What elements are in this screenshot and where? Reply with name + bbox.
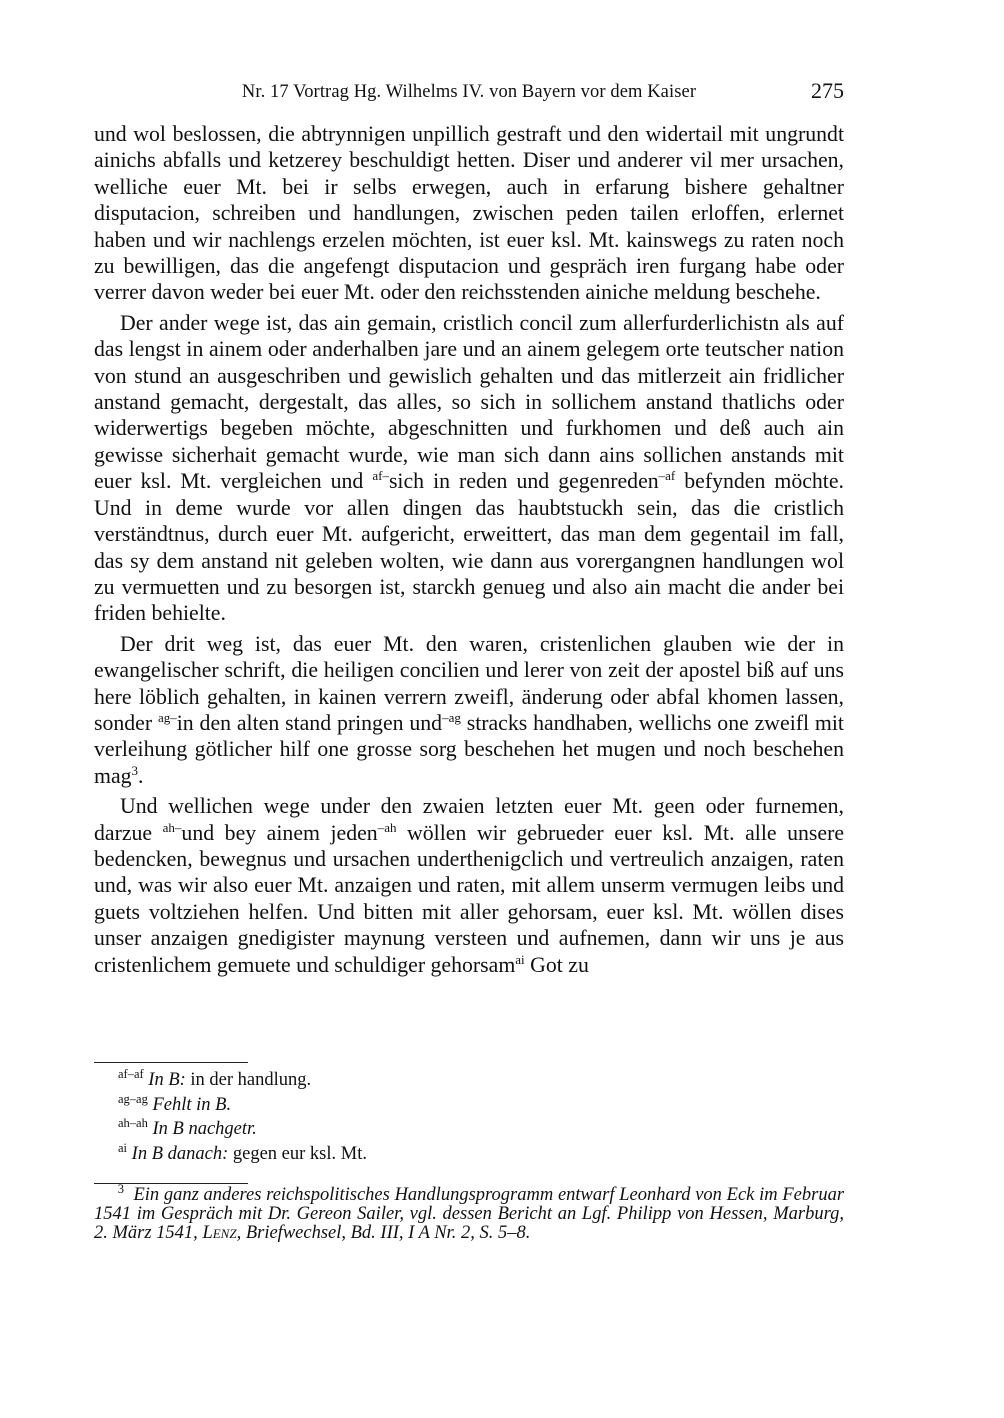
paragraph-4 [94, 793, 844, 978]
text-run: wöllen wir gebrueder euer ksl. Mt. alle unsere bedencken, bewegnus und ursachen underthenigclich und vertreulich anzaigen, raten und, was wir also euer Mt. anzaigen und raten, mit allem unserm vermugen leibs und guets voltziehen helfen. Und bitten mit aller gehorsam, euer ksl. Mt. wöllen dises unser anzaigen gnedigister maynung versteen und aufnemen, dann wir uns je aus cristenlichem gemuete und schuldiger gehorsam [94, 820, 845, 977]
apparatus-mark: –af [658, 468, 676, 484]
text-run: befynden möchte. Und in deme wurde vor allen dingen das haubtstuckh sein, das die cristlich verständtnus, durch euer Mt. aufgericht, erweittert, das man dem gegentail im fall, das sy dem anstand nit geleben wolten, wie dann aus vorergangnen handlungen wol zu vermuetten und zu besorgen ist, starckh genueg und also ain macht die ander bei friden behielte. [94, 469, 844, 626]
paragraph-2 [94, 310, 844, 627]
apparatus-mark: af– [372, 468, 389, 484]
apparatus-mark: ah– [162, 819, 182, 835]
critical-apparatus [118, 1068, 838, 1166]
footnote-ref[interactable]: 3 [131, 762, 139, 778]
apparatus-note-text: in der handlung. [185, 1070, 312, 1090]
text-run: Und wellichen wege under den zwaien letzten euer Mt. geen oder furnemen, darzue [94, 794, 844, 845]
text-run: und bey ainem jeden [181, 820, 378, 845]
apparatus-mark: –ag [442, 709, 461, 725]
page-number: 275 [811, 78, 844, 103]
apparatus-note-mark: ai [118, 1140, 128, 1155]
apparatus-note-mark: af–af [118, 1067, 144, 1081]
paragraph-3 [94, 631, 844, 789]
apparatus-note [118, 1068, 838, 1093]
text-run: Got zu [524, 952, 589, 977]
apparatus-mark: ag– [157, 709, 177, 725]
apparatus-note-italic: In B danach: [131, 1143, 229, 1164]
text-run: Der ander wege ist, das ain gemain, cristlich concil zum allerfurderlichistn als auf das lengst in ainem oder anderhalben jare und an ainem gelegem orte teutscher nation von stund an ausgeschriben und gewislich gehalten und das mitlerzeit ain fridlicher anstand gemacht, dergestalt, das alles, so sich in sollichem anstand thatlichs oder widerwertigs begeben möchte, abgeschnitten und furkhomen und deß auch ain gewisse sicherhait gemacht wurde, wie man sich dann ains sollichen anstands mit euer ksl. Mt. vergleichen und [94, 310, 844, 494]
footnote-author: Lenz [202, 1223, 237, 1243]
apparatus-note-italic: In B nachgetr. [152, 1119, 257, 1139]
footnote-text: Ein ganz anderes reichspolitisches Handlungsprogramm entwarf Leonhard von Eck im Februar 1541 im Gespräch mit Dr. Gereon Sailer, vgl. dessen Bericht an Lgf. Philipp von Hessen, Marburg, 2. März 1541, [94, 1185, 845, 1243]
apparatus-mark: –ah [377, 819, 397, 835]
apparatus-note [118, 1093, 838, 1118]
apparatus-divider [94, 1062, 248, 1063]
paragraph-1: und wol beslossen, die abtrynnigen unpillich gestraft und den widertail mit ungrundt ainichs abfalls und ketzerey beschuldigt hetten. Diser und anderer vil mer ursachen, welliche euer Mt. bei ir selbs erwegen, auch in erfarung bishere gehaltner disputacion, schreiben und handlungen, zwischen peden tailen erloffen, erlernet haben und wir nachlengs erzelen möchten, ist euer ksl. Mt. kainswegs zu raten noch zu bewilligen, das die angefengt disputacion und gespräch iren furgang habe oder verrer davon weder bei euer Mt. oder den reichsstenden ainiche meldung beschehe. [94, 122, 844, 305]
footnote-text: , Briefwechsel, Bd. III, I A Nr. 2, S. 5–8. [236, 1223, 531, 1243]
apparatus-note-text: gegen eur ksl. Mt. [228, 1143, 367, 1164]
footnote-number: 3 [117, 1182, 124, 1196]
footnote-3 [94, 1182, 845, 1243]
apparatus-mark: ai [515, 951, 525, 967]
running-title: Nr. 17 Vortrag Hg. Wilhelms IV. von Bayern vor dem Kaiser [241, 82, 697, 102]
apparatus-note-mark: ah–ah [118, 1116, 148, 1130]
text-run: stracks handhaben, wellichs one zweifl mit verleihung götlicher hilf one grosse sorg beschehen het mugen und noch beschehen mag [94, 710, 844, 788]
text-run: sich in reden und gegenreden [388, 469, 659, 494]
running-header [94, 78, 844, 108]
main-text [94, 121, 844, 978]
apparatus-note-mark: ag–ag [118, 1091, 148, 1106]
apparatus-note [118, 1117, 838, 1142]
text-run: Der drit weg ist, das euer Mt. den waren, cristenlichen glauben wie der in ewangelischer schrift, die heiligen concilien und lerer von zeit der apostel biß auf uns here löblich gehalten, in kainen verrern zweifl, änderung oder abfal khomen lassen, sonder [94, 631, 844, 735]
apparatus-note-italic: In B: [148, 1070, 186, 1090]
apparatus-note-italic: Fehlt in B. [152, 1094, 232, 1115]
text-run: in den alten stand pringen und [176, 710, 443, 735]
text-run: . [138, 763, 144, 788]
apparatus-note [118, 1142, 838, 1167]
